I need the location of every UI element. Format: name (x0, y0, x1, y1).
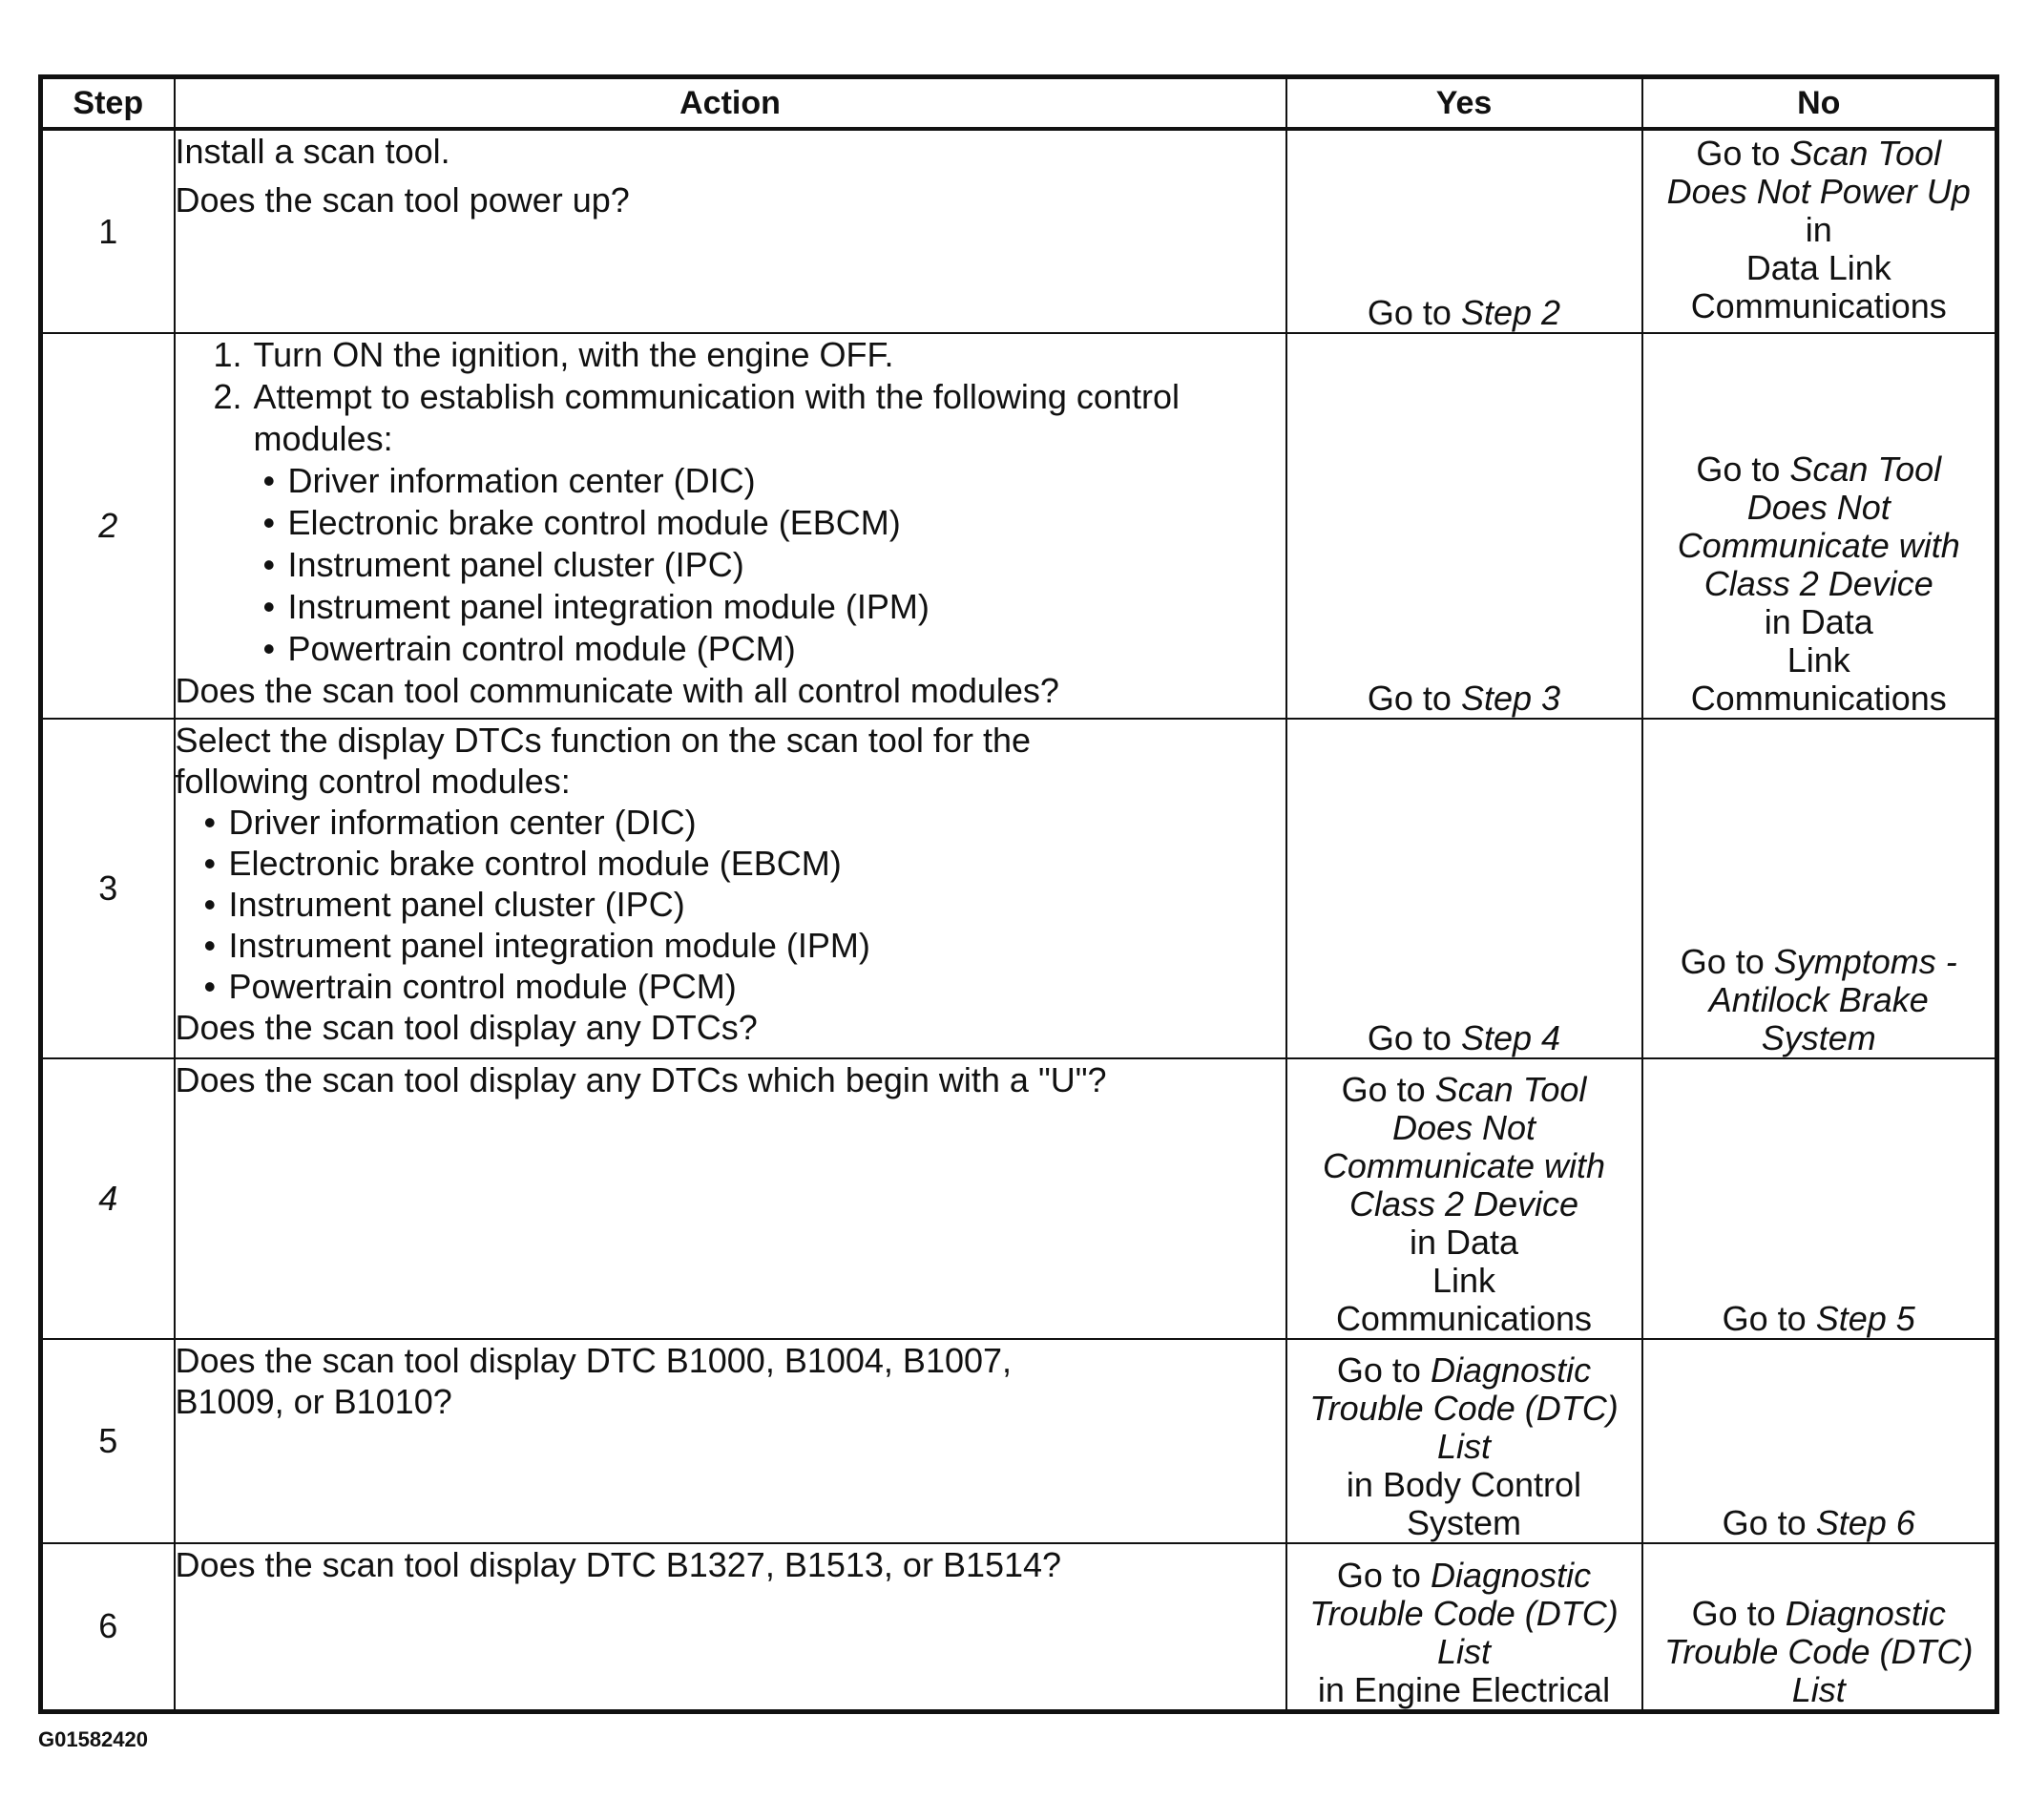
reference-link-cont[interactable]: Trouble Code (DTC) (1309, 1389, 1619, 1428)
table-row (41, 719, 1997, 1058)
list-item: • Driver information center (DIC) (195, 802, 1285, 843)
step-number (41, 1058, 175, 1339)
reference-link-cont[interactable]: Trouble Code (DTC) (1664, 1631, 1974, 1671)
reference-link-cont[interactable]: Communicate with (1322, 1146, 1606, 1185)
reference-link-cont[interactable]: Class 2 Device (1703, 564, 1933, 603)
goto-label: Go to (1336, 1555, 1421, 1595)
yes-cell (1286, 333, 1642, 719)
item-text: Attempt to establish communication with the following control modules: (253, 377, 1180, 458)
goto-label: Go to (1722, 1299, 1807, 1338)
step-link[interactable]: Step 2 (1460, 293, 1561, 332)
step-number: 5 (41, 1339, 175, 1543)
list-item (214, 334, 1285, 376)
goto-label: Go to (1696, 450, 1781, 489)
reference-link-cont[interactable]: System (1761, 1018, 1876, 1057)
no-cell (1642, 1339, 1997, 1543)
reference-link-cont[interactable]: Communicate with (1677, 526, 1960, 565)
section-name: in Data (1409, 1223, 1519, 1262)
reference-link[interactable]: Symptoms - (1773, 942, 1957, 981)
goto-label: Go to (1367, 1018, 1452, 1057)
step-link[interactable]: Step 4 (1460, 1018, 1561, 1057)
header-yes: Yes (1286, 77, 1642, 130)
item-number: 1. (213, 335, 242, 374)
action-question: Does the scan tool display any DTCs which begin with a "U"? (175, 1060, 1107, 1099)
action-question: Does the scan tool communicate with all control modules? (175, 671, 1059, 710)
section-name: in Body Control (1346, 1465, 1582, 1504)
action-question: Does the scan tool display DTC B1000, B1004, B1007, B1009, or B1010? (175, 1341, 1013, 1421)
step-number (41, 333, 175, 719)
numbered-list (176, 334, 1285, 670)
section-name: Data Link (1745, 248, 1891, 287)
action-cell (175, 129, 1286, 333)
goto-label: Go to (1367, 679, 1452, 718)
section-name-cont: Link (1787, 640, 1850, 680)
yes-cell (1286, 1543, 1642, 1711)
goto-label: Go to (1341, 1070, 1426, 1109)
reference-link-cont[interactable]: Antilock Brake (1708, 980, 1929, 1019)
reference-link-cont[interactable]: List (1791, 1669, 1846, 1709)
action-cell (175, 1543, 1286, 1711)
list-item: • Instrument panel integration module (IPM) (195, 925, 1285, 966)
list-item (214, 376, 1285, 670)
step-number: 3 (41, 719, 175, 1058)
section-name-cont: System (1406, 1503, 1522, 1542)
action-cell (175, 333, 1286, 719)
no-cell (1642, 1543, 1997, 1711)
step-number-text: 2 (98, 506, 118, 545)
table-row (41, 333, 1997, 719)
list-item: • Powertrain control module (PCM) (195, 966, 1285, 1007)
yes-cell (1286, 719, 1642, 1058)
header-step: Step (41, 77, 175, 130)
table-row (41, 1543, 1997, 1711)
reference-link[interactable]: Diagnostic (1430, 1555, 1592, 1595)
section-name: in Data (1764, 602, 1873, 641)
action-question: Does the scan tool display any DTCs? (175, 1008, 758, 1047)
header-no: No (1642, 77, 1997, 130)
step-link[interactable]: Step 5 (1815, 1299, 1915, 1338)
reference-link-cont[interactable]: Does Not (1391, 1108, 1536, 1147)
action-cell (175, 1058, 1286, 1339)
diagnostic-table (38, 74, 1999, 1714)
action-intro: Select the display DTCs function on the scan tool for the following control modules: (175, 721, 1031, 801)
step-number: 6 (41, 1543, 175, 1711)
reference-link[interactable]: Scan Tool (1789, 134, 1942, 173)
list-item: • Instrument panel cluster (IPC) (254, 544, 1285, 586)
list-item: • Electronic brake control module (EBCM) (254, 502, 1285, 544)
in-label: in (1805, 210, 1832, 249)
list-item: • Powertrain control module (PCM) (254, 628, 1285, 670)
reference-link-cont[interactable]: Does Not Power Up (1666, 172, 1971, 211)
reference-link[interactable]: Diagnostic (1430, 1350, 1592, 1390)
action-question: Does the scan tool display DTC B1327, B1513, or B1514? (175, 1545, 1062, 1584)
no-cell (1642, 719, 1997, 1058)
reference-link-cont[interactable]: Class 2 Device (1348, 1184, 1579, 1224)
table-row (41, 129, 1997, 333)
yes-cell (1286, 1339, 1642, 1543)
no-cell (1642, 333, 1997, 719)
goto-label: Go to (1696, 134, 1781, 173)
section-name-cont: Communications (1335, 1299, 1593, 1338)
reference-link[interactable]: Scan Tool (1434, 1070, 1587, 1109)
yes-cell (1286, 129, 1642, 333)
reference-link-cont[interactable]: List (1436, 1427, 1492, 1466)
section-name: in Engine Electrical (1317, 1669, 1611, 1709)
reference-link-cont[interactable]: Trouble Code (DTC) (1309, 1593, 1619, 1633)
action-question: Does the scan tool power up? (175, 180, 630, 220)
reference-link-cont[interactable]: Does Not (1746, 488, 1891, 527)
goto-label: Go to (1680, 942, 1765, 981)
module-list (254, 460, 1285, 670)
list-item: • Electronic brake control module (EBCM) (195, 843, 1285, 884)
reference-link-cont[interactable]: List (1436, 1631, 1492, 1671)
figure-id: G01582420 (38, 1727, 148, 1751)
step-number: 1 (41, 129, 175, 333)
item-text: Turn ON the ignition, with the engine OFF. (253, 335, 894, 374)
section-name-cont: Communications (1690, 286, 1947, 325)
item-number: 2. (213, 377, 242, 416)
list-item: • Instrument panel cluster (IPC) (195, 884, 1285, 925)
section-name-cont: Communications (1690, 679, 1947, 718)
goto-label: Go to (1722, 1503, 1807, 1542)
reference-link[interactable]: Scan Tool (1789, 450, 1942, 489)
goto-label: Go to (1367, 293, 1452, 332)
table-row (41, 1058, 1997, 1339)
step-link[interactable]: Step 6 (1815, 1503, 1915, 1542)
step-number-text: 4 (98, 1179, 118, 1218)
list-item: • Driver information center (DIC) (254, 460, 1285, 502)
yes-cell (1286, 1058, 1642, 1339)
goto-label: Go to (1691, 1593, 1776, 1633)
header-action: Action (175, 77, 1286, 130)
reference-link[interactable]: Diagnostic (1785, 1593, 1946, 1633)
table-row (41, 1339, 1997, 1543)
action-cell (175, 719, 1286, 1058)
section-name-cont: Link (1431, 1261, 1496, 1300)
action-cell (175, 1339, 1286, 1543)
no-cell (1642, 129, 1997, 333)
action-instruction: Install a scan tool. (175, 132, 450, 171)
no-cell (1642, 1058, 1997, 1339)
list-item: • Instrument panel integration module (IPM) (254, 586, 1285, 628)
goto-label: Go to (1336, 1350, 1421, 1390)
step-link[interactable]: Step 3 (1460, 679, 1561, 718)
header-row (41, 77, 1997, 130)
module-list (176, 802, 1285, 1007)
